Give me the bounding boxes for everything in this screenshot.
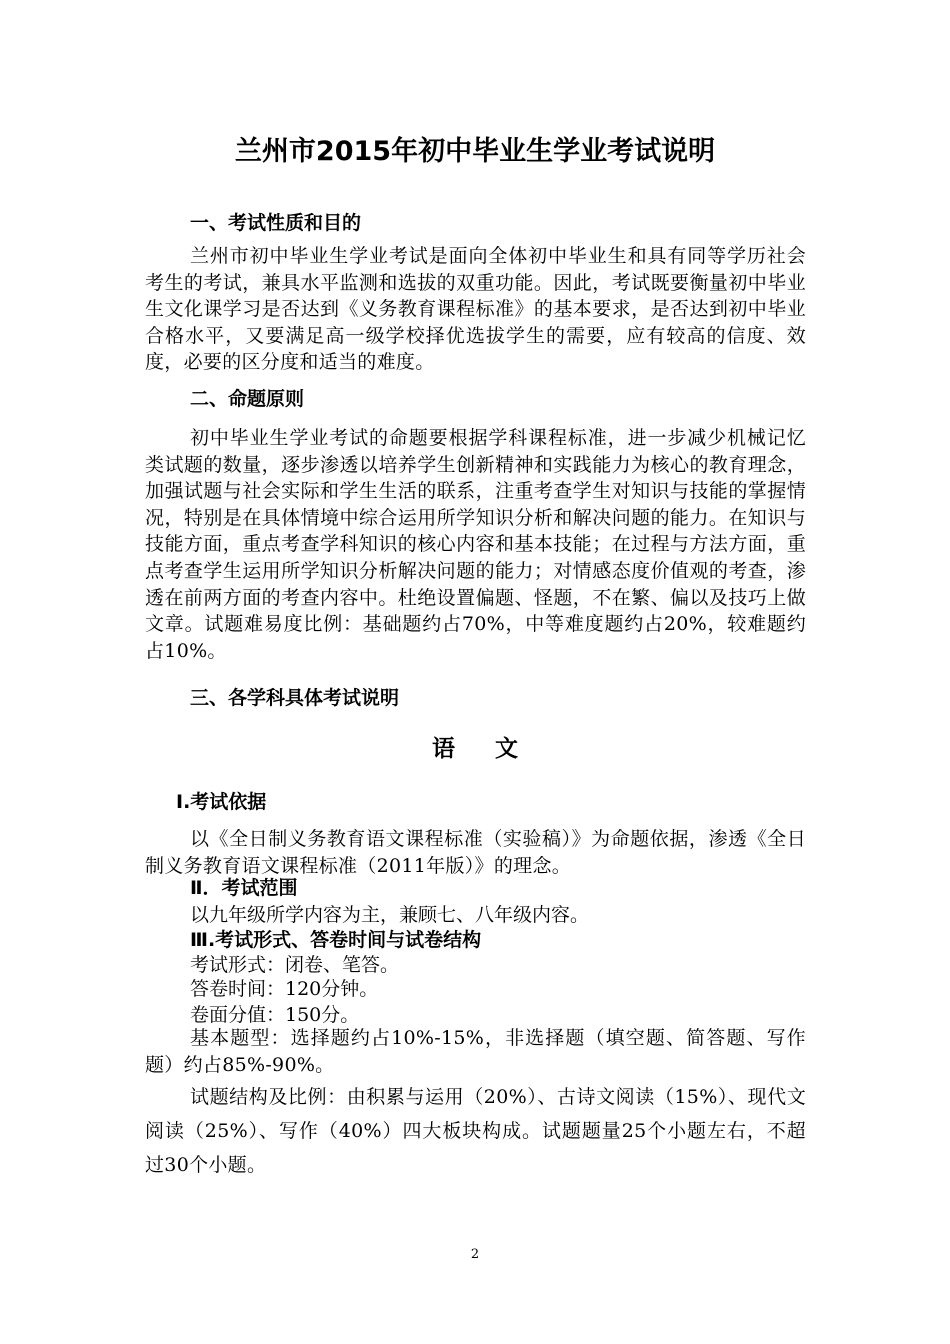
form-line-exam-type: 考试形式：闭卷、笔答。 (190, 954, 400, 976)
scope-heading: Ⅱ．考试范围 (190, 877, 298, 899)
page-number: 2 (470, 1247, 480, 1262)
section-heading-subjects: 三、各学科具体考试说明 (190, 687, 400, 709)
paragraph-exam-nature: 兰州市初中毕业生学业考试是面向全体初中毕业生和具有同等学历社会考生的考试，兼具水平监测和选拔的双重功能。因此，考试既要衡量初中毕业生文化课学习是否达到《义务教育课程标准》的基本要求，是否达到初中毕业合格水平，又要满足高一级学校择优选拔学生的需要，应有较高的信度、效度，必要的区分度和适当的难度。 (145, 245, 806, 374)
paragraph-principles: 初中毕业生学业考试的命题要根据学科课程标准，进一步减少机械记忆类试题的数量，逐步渗透以培养学生创新精神和实践能力为核心的教育理念，加强试题与社会实际和学生生活的联系，注重考查学生对知识与技能的掌握情况，特别是在具体情境中综合运用所学知识分析和解决问题的能力。在知识与技能方面，重点考查学科知识的核心内容和基本技能；在过程与方法方面，重点考查学生运用所学知识分析解决问题的能力；对情感态度价值观的考查，渗透在前两方面的考查内容中。杜绝设置偏题、怪题，不在繁、偏以及技巧上做文章。试题难易度比例：基础题约占70%，中等难度题约占20%，较难题约占10%。 (145, 427, 806, 662)
scope-text: 以九年级所学内容为主，兼顾七、八年级内容。 (190, 904, 590, 926)
form-question-types: 基本题型：选择题约占10%-15%，非选择题（填空题、简答题、写作题）约占85%-90%。 (145, 1027, 806, 1076)
form-heading: Ⅲ.考试形式、答卷时间与试卷结构 (190, 929, 482, 951)
structure-paragraph: 试题结构及比例：由积累与运用（20%）、古诗文阅读（15%）、现代文阅读（25%）、写作（40%）四大板块构成。试题题量25个小题左右，不超过30个小题。 (145, 1086, 806, 1176)
section-heading-principles: 二、命题原则 (190, 388, 305, 410)
subject-title: 语文 (432, 736, 558, 762)
section-heading-exam-nature: 一、考试性质和目的 (190, 212, 362, 234)
basis-heading: I.考试依据 (176, 791, 267, 813)
form-line-duration: 答卷时间：120分钟。 (190, 978, 379, 1000)
form-line-score: 卷面分值：150分。 (190, 1004, 360, 1026)
basis-paragraph: 以《全日制义务教育语文课程标准（实验稿）》为命题依据，渗透《全日制义务教育语文课程标准（2011年版）》的理念。 (145, 828, 806, 877)
page-title: 兰州市2015年初中毕业生学业考试说明 (234, 136, 716, 167)
